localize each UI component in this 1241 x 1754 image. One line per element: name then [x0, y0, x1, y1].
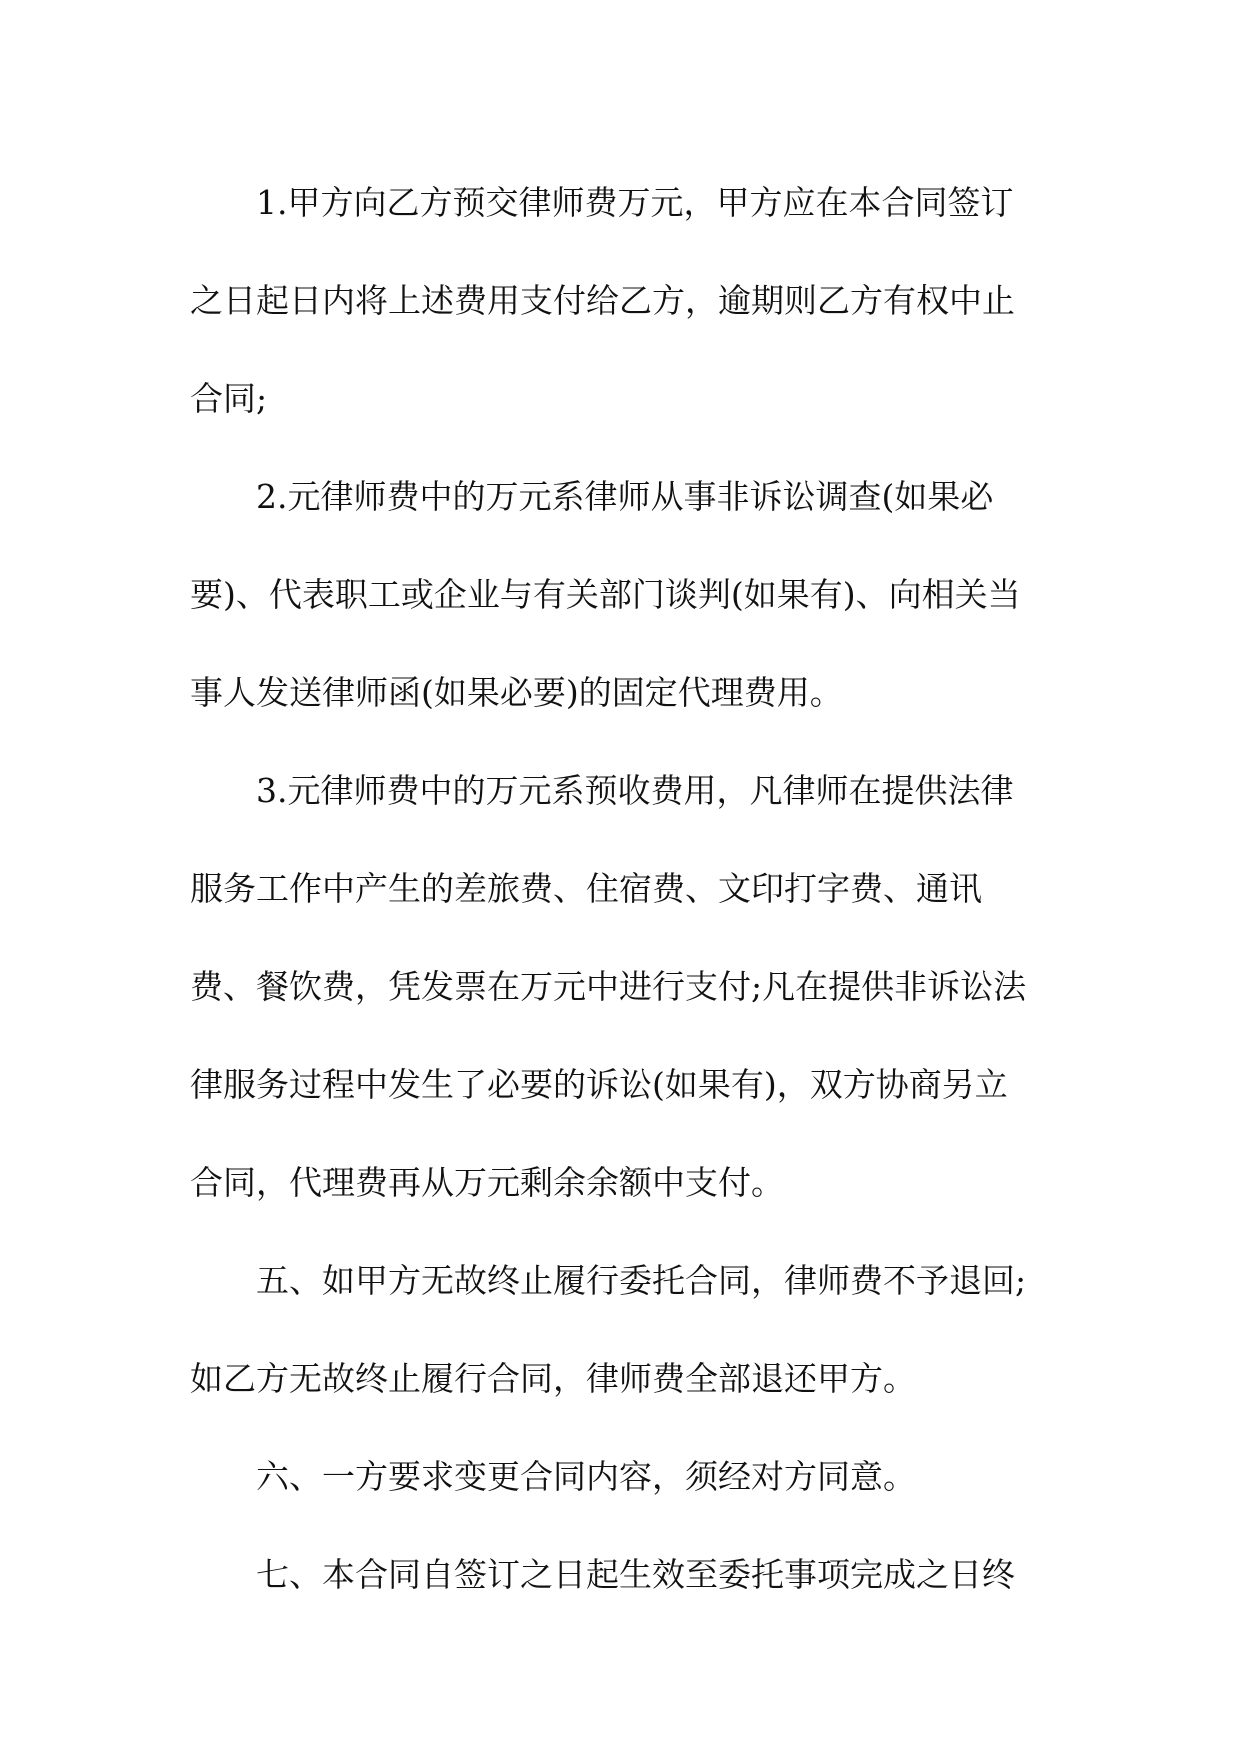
clause-5-line-2: 如乙方无故终止履行合同，律师费全部退还甲方。 [190, 1359, 916, 1398]
paragraph-3-line-5: 合同，代理费再从万元剩余余额中支付。 [190, 1163, 784, 1202]
clause-5-line-1: 五、如甲方无故终止履行委托合同，律师费不予退回; [256, 1261, 1027, 1300]
paragraph-2-line-2: 要)、代表职工或企业与有关部门谈判(如果有)、向相关当 [190, 575, 1021, 614]
clause-7-line-1: 七、本合同自签订之日起生效至委托事项完成之日终 [256, 1555, 1015, 1594]
paragraph-2-line-1: 2.元律师费中的万元系律师从事非诉讼调查(如果必 [256, 477, 994, 516]
paragraph-3-line-1: 3.元律师费中的万元系预收费用，凡律师在提供法律 [256, 771, 1014, 810]
paragraph-1-line-1: 1.甲方向乙方预交律师费万元，甲方应在本合同签订 [256, 183, 1014, 222]
paragraph-3-line-3: 费、餐饮费，凭发票在万元中进行支付;凡在提供非诉讼法 [190, 967, 1027, 1006]
document-body [190, 170, 1060, 1640]
clause-6-line-1: 六、一方要求变更合同内容，须经对方同意。 [256, 1457, 916, 1496]
paragraph-1-line-3: 合同; [190, 379, 268, 418]
paragraph-3-line-4: 律服务过程中发生了必要的诉讼(如果有)，双方协商另立 [190, 1065, 1008, 1104]
paragraph-3-line-2: 服务工作中产生的差旅费、住宿费、文印打字费、通讯 [190, 869, 982, 908]
paragraph-1-line-2: 之日起日内将上述费用支付给乙方，逾期则乙方有权中止 [190, 281, 1015, 320]
paragraph-2-line-3: 事人发送律师函(如果必要)的固定代理费用。 [190, 673, 843, 712]
